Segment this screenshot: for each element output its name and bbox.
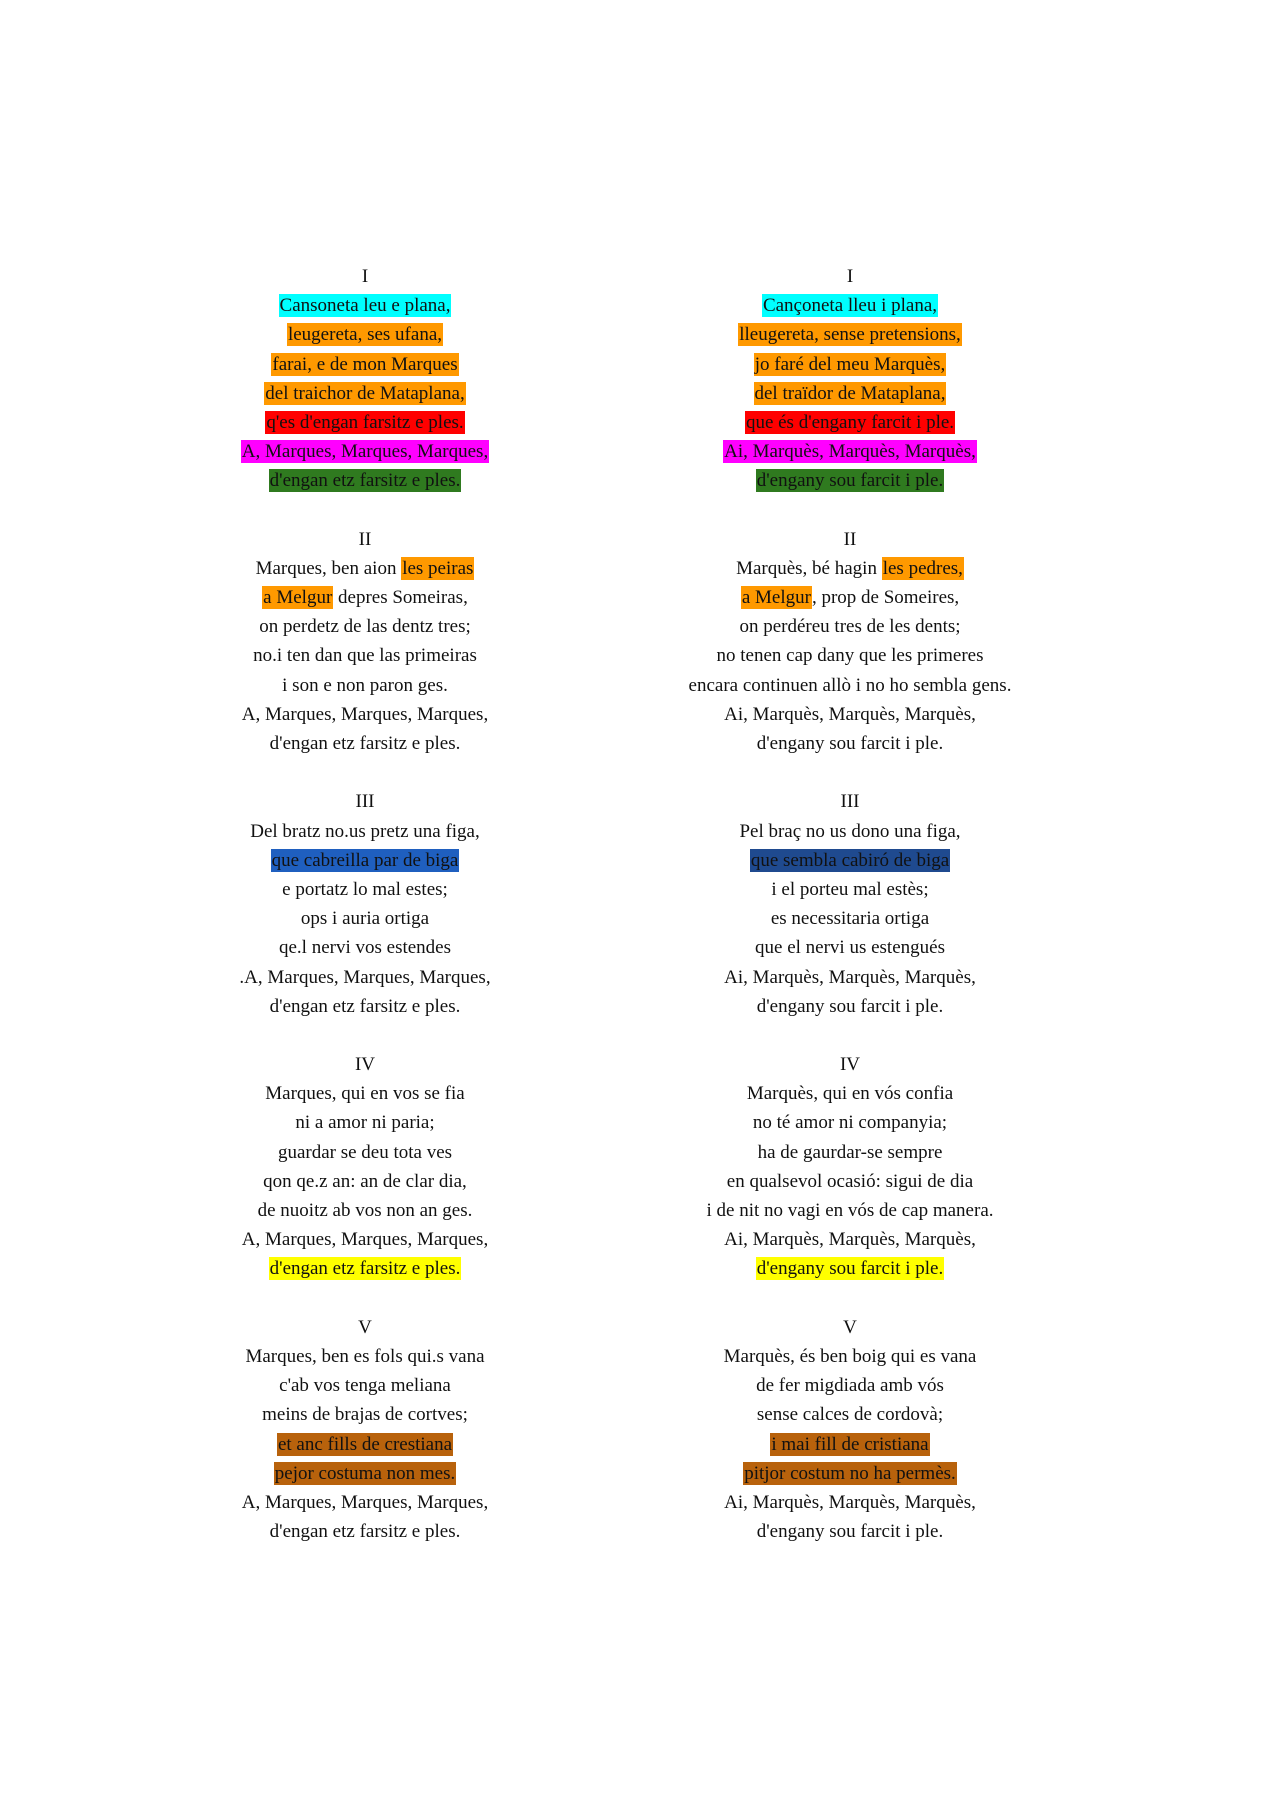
- verse-line: [630, 846, 1070, 875]
- verse-text: Ai, Marquès, Marquès, Marquès,: [724, 1491, 976, 1513]
- verse-text: en qualsevol ocasió: sigui de dia: [726, 1170, 974, 1192]
- verse-line: [630, 1517, 1070, 1546]
- verse-line: [630, 641, 1070, 670]
- verse-line: [630, 1167, 1070, 1196]
- verse-text: i son e non paron ges.: [282, 674, 448, 696]
- verse-text: es necessitaria ortiga: [770, 908, 930, 930]
- verse-text: .A, Marques, Marques, Marques,: [239, 966, 491, 988]
- verse-line: [630, 466, 1070, 495]
- verse-line: [630, 291, 1070, 320]
- verse-text: d'engan etz farsitz e ples.: [269, 1521, 461, 1543]
- stanza: [170, 787, 560, 1021]
- verse-line: [170, 350, 560, 379]
- verse-line: [630, 700, 1070, 729]
- verse-text: A, Marques, Marques, Marques,: [241, 703, 489, 725]
- verse-line: [170, 1371, 560, 1400]
- verse-line: [170, 1167, 560, 1196]
- verse-line: [630, 1430, 1070, 1459]
- stanza: [630, 525, 1070, 759]
- highlighted-text: et anc fills de crestiana: [277, 1433, 453, 1455]
- highlighted-text: i mai fill de cristiana: [771, 1433, 929, 1455]
- highlighted-text: les peiras: [402, 557, 474, 579]
- stanza-numeral: II: [843, 528, 857, 550]
- verse-text: no tenen cap dany que les primeres: [716, 645, 984, 667]
- verse-line: [170, 1342, 560, 1371]
- verse-line: [630, 1371, 1070, 1400]
- verse-text: Marquès, és ben boig qui es vana: [723, 1345, 977, 1367]
- verse-text: i de nit no vagi en vós de cap manera.: [706, 1200, 994, 1221]
- verse-text: Marques, ben es fols qui.s vana: [245, 1345, 485, 1367]
- verse-text: A, Marques, Marques, Marques,: [241, 1229, 489, 1251]
- highlighted-text: leugereta, ses ufana,: [287, 324, 443, 346]
- verse-line: [630, 1342, 1070, 1371]
- verse-text: no té amor ni companyia;: [752, 1112, 948, 1134]
- verse-text: de nuoitz ab vos non an ges.: [257, 1200, 473, 1221]
- verse-line: [170, 933, 560, 962]
- verse-line: [170, 291, 560, 320]
- verse-text: qe.l nervi vos estendes: [278, 937, 451, 959]
- verse-text: A, Marques, Marques, Marques,: [241, 1491, 489, 1513]
- verse-line: [170, 466, 560, 495]
- original-text-column: [170, 262, 560, 1575]
- verse-text: ha de gaurdar-se sempre: [757, 1141, 943, 1163]
- verse-line: [630, 1079, 1070, 1108]
- verse-line: [170, 1225, 560, 1254]
- highlighted-text: farai, e de mon Marques: [272, 353, 458, 375]
- verse-text: Del bratz no.us pretz una figa,: [250, 820, 480, 842]
- verse-line: [170, 554, 560, 583]
- stanza: [630, 1050, 1070, 1284]
- verse-line: [630, 729, 1070, 758]
- verse-line: [170, 1138, 560, 1167]
- verse-text: Marquès, bé hagin: [736, 557, 882, 579]
- verse-line: [170, 1517, 560, 1546]
- highlighted-text: que cabreilla par de biga: [271, 849, 459, 871]
- verse-line: [630, 817, 1070, 846]
- verse-line: [170, 846, 560, 875]
- verse-text: encara continuen allò i no ho sembla gens.: [688, 674, 1012, 696]
- stanza-numeral: II: [358, 528, 372, 550]
- verse-line: [630, 612, 1070, 641]
- highlighted-text: d'engan etz farsitz e ples.: [269, 1258, 461, 1280]
- verse-line: [630, 437, 1070, 466]
- highlighted-text: lleugereta, sense pretensions,: [739, 324, 961, 346]
- verse-line: [630, 1225, 1070, 1254]
- verse-line: [170, 875, 560, 904]
- verse-text: c'ab vos tenga meliana: [279, 1375, 451, 1397]
- verse-text: sense calces de cordovà;: [756, 1404, 944, 1426]
- highlighted-text: pejor costuma non mes.: [274, 1462, 456, 1484]
- verse-text: ni a amor ni paria;: [295, 1112, 435, 1134]
- verse-text: ops i auria ortiga: [300, 908, 430, 930]
- highlighted-text: d'engan etz farsitz e ples.: [269, 470, 461, 492]
- verse-text: qon qe.z an: an de clar dia,: [263, 1170, 467, 1192]
- highlighted-text: que sembla cabiró de biga: [750, 849, 950, 871]
- stanza: [630, 787, 1070, 1021]
- verse-line: [630, 875, 1070, 904]
- verse-text: guardar se deu tota ves: [277, 1141, 453, 1163]
- verse-text: Pel braç no us dono una figa,: [739, 820, 961, 842]
- highlighted-text: Ai, Marquès, Marquès, Marquès,: [724, 441, 976, 463]
- verse-line: [630, 992, 1070, 1021]
- stanza-numeral: III: [840, 791, 860, 813]
- verse-text: i el porteu mal estès;: [771, 878, 929, 900]
- verse-text: meins de brajas de cortves;: [262, 1404, 468, 1426]
- verse-line: [630, 583, 1070, 612]
- verse-text: d'engany sou farcit i ple.: [756, 733, 944, 754]
- stanza: [170, 262, 560, 496]
- verse-text: d'engany sou farcit i ple.: [756, 1521, 944, 1543]
- highlighted-text: d'engany sou farcit i ple.: [756, 470, 944, 492]
- verse-line: [630, 1400, 1070, 1429]
- verse-text: que el nervi us estengués: [755, 937, 945, 959]
- translation-text-column: [630, 262, 1070, 1575]
- highlighted-text: a Melgur: [741, 587, 811, 609]
- verse-line: [170, 379, 560, 408]
- highlighted-text: a Melgur: [263, 587, 333, 609]
- verse-text: de fer migdiada amb vós: [756, 1375, 944, 1397]
- stanza-numeral: IV: [839, 1054, 861, 1076]
- verse-line: [630, 671, 1070, 700]
- stanza-numeral: III: [355, 791, 375, 813]
- stanza-numeral: I: [361, 266, 369, 287]
- highlighted-text: les pedres,: [882, 557, 963, 579]
- verse-line: [170, 408, 560, 437]
- stanza: [170, 1313, 560, 1547]
- verse-line: [170, 1459, 560, 1488]
- verse-text: no.i ten dan que las primeiras: [253, 645, 477, 667]
- verse-line: [170, 1400, 560, 1429]
- verse-line: [170, 1254, 560, 1283]
- verse-line: [170, 1196, 560, 1225]
- stanza: [170, 525, 560, 759]
- stanza: [630, 1313, 1070, 1547]
- verse-line: [630, 554, 1070, 583]
- verse-line: [170, 612, 560, 641]
- highlighted-text: Cançoneta lleu i plana,: [762, 295, 938, 317]
- verse-line: [630, 1459, 1070, 1488]
- verse-line: [170, 1079, 560, 1108]
- highlighted-text: d'engany sou farcit i ple.: [756, 1258, 944, 1280]
- verse-text: Ai, Marquès, Marquès, Marquès,: [724, 1229, 976, 1251]
- verse-line: [170, 583, 560, 612]
- verse-line: [170, 1108, 560, 1137]
- verse-line: [170, 904, 560, 933]
- verse-line: [630, 1254, 1070, 1283]
- verse-text: Ai, Marquès, Marquès, Marquès,: [724, 966, 976, 988]
- verse-text: on perdéreu tres de les dents;: [739, 616, 961, 638]
- verse-line: [170, 700, 560, 729]
- highlighted-text: A, Marques, Marques, Marques,: [241, 441, 489, 463]
- highlighted-text: del traïdor de Mataplana,: [754, 382, 946, 404]
- highlighted-text: Cansoneta leu e plana,: [279, 295, 451, 317]
- verse-text: depres Someiras,: [333, 587, 468, 609]
- verse-text: d'engan etz farsitz e ples.: [269, 995, 461, 1017]
- stanza: [170, 1050, 560, 1284]
- verse-text: on perdetz de las dentz tres;: [259, 616, 471, 638]
- stanza: [630, 262, 1070, 496]
- verse-text: Marquès, qui en vós confia: [746, 1083, 954, 1105]
- verse-line: [170, 641, 560, 670]
- verse-line: [170, 437, 560, 466]
- verse-line: [630, 963, 1070, 992]
- highlighted-text: jo faré del meu Marquès,: [754, 353, 946, 375]
- verse-line: [170, 671, 560, 700]
- stanza-numeral: IV: [354, 1054, 376, 1076]
- verse-text: e portatz lo mal estes;: [282, 878, 448, 900]
- verse-line: [170, 1430, 560, 1459]
- stanza-numeral: I: [846, 266, 854, 287]
- verse-line: [170, 1488, 560, 1517]
- stanza-numeral: V: [843, 1316, 857, 1338]
- stanza-numeral: V: [358, 1316, 372, 1338]
- verse-text: , prop de Someires,: [811, 587, 960, 609]
- verse-text: d'engan etz farsitz e ples.: [269, 733, 461, 754]
- verse-line: [630, 379, 1070, 408]
- verse-line: [170, 729, 560, 758]
- highlighted-text: que és d'engany farcit i ple.: [745, 411, 955, 433]
- verse-line: [630, 1196, 1070, 1225]
- verse-line: [170, 320, 560, 349]
- verse-line: [170, 963, 560, 992]
- verse-text: d'engany sou farcit i ple.: [756, 995, 944, 1017]
- verse-text: Marques, qui en vos se fia: [265, 1083, 465, 1105]
- verse-line: [630, 933, 1070, 962]
- verse-line: [630, 1138, 1070, 1167]
- highlighted-text: q'es d'engan farsitz e ples.: [266, 411, 464, 433]
- verse-line: [630, 320, 1070, 349]
- verse-line: [630, 1108, 1070, 1137]
- verse-line: [630, 408, 1070, 437]
- highlighted-text: pitjor costum no ha permès.: [744, 1462, 956, 1484]
- highlighted-text: del traichor de Mataplana,: [265, 382, 465, 404]
- verse-line: [630, 350, 1070, 379]
- verse-line: [170, 817, 560, 846]
- verse-text: Marques, ben aion: [255, 557, 402, 579]
- verse-line: [630, 904, 1070, 933]
- verse-line: [630, 1488, 1070, 1517]
- verse-line: [170, 992, 560, 1021]
- verse-text: Ai, Marquès, Marquès, Marquès,: [724, 703, 976, 725]
